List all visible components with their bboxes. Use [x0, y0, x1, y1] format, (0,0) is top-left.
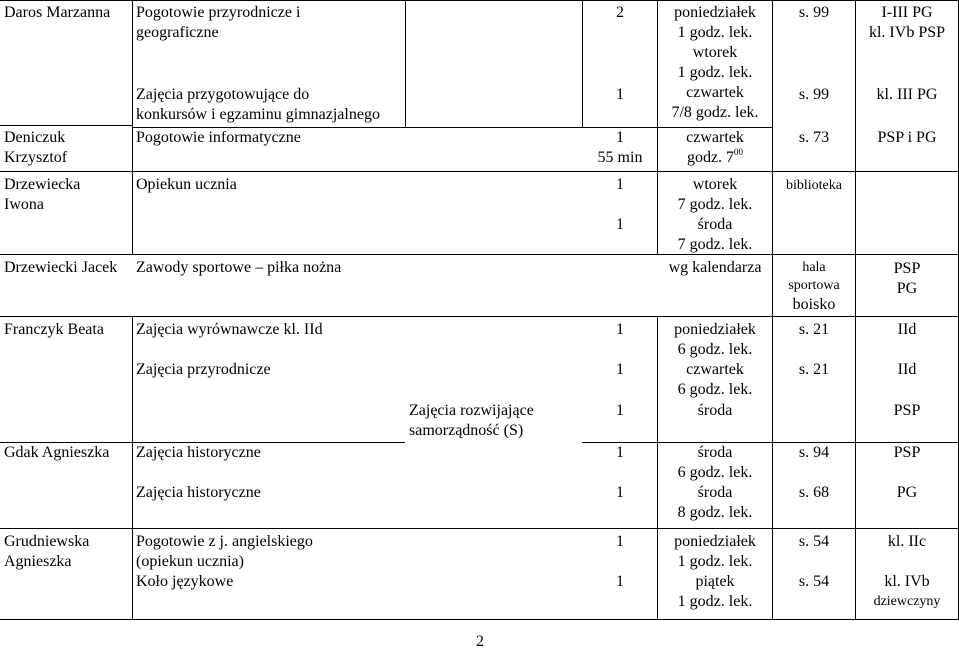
schedule-day: środa: [697, 402, 733, 419]
schedule-day: środa: [697, 484, 733, 501]
room: s. 68: [798, 484, 830, 501]
group: PG: [896, 484, 918, 501]
activity-name: Pogotowie przyrodnicze i: [136, 4, 301, 21]
column-divider: [132, 316, 133, 619]
group: kl. IVb PSP: [868, 24, 946, 41]
room: s. 73: [798, 129, 830, 146]
room: s. 54: [798, 573, 830, 590]
room: s. 99: [798, 86, 830, 103]
teacher-name: Drzewiecki Jacek: [4, 259, 118, 276]
room: s. 94: [798, 444, 830, 461]
teacher-name: Iwona: [4, 196, 44, 213]
teacher-name: Franczyk Beata: [4, 321, 104, 338]
group: PG: [896, 280, 918, 297]
table-border-top: [0, 0, 959, 1]
hours-count: 1: [616, 402, 624, 419]
group: kl. IIc: [887, 533, 927, 550]
schedule-time: 8 godz. lek.: [677, 504, 753, 521]
activity-name: Pogotowie z j. angielskiego: [136, 533, 313, 550]
schedule-time: 1 godz. lek.: [677, 24, 753, 41]
group: PSP: [893, 260, 921, 277]
schedule-time: 6 godz. lek.: [677, 341, 753, 358]
activity-name: geograficzne: [136, 24, 219, 41]
hours-count: 1: [616, 321, 624, 338]
teacher-name: Agnieszka: [4, 553, 72, 570]
column-divider: [405, 0, 406, 127]
activity-name: Koło językowe: [136, 573, 234, 590]
group: PSP: [893, 444, 921, 461]
hours-count: 1: [616, 176, 624, 193]
activity-name: Opiekun ucznia: [136, 176, 237, 193]
activity-name: Zajęcia przygotowujące do: [136, 86, 310, 103]
activity-name: Zajęcia rozwijające: [409, 402, 534, 419]
group: IId: [897, 321, 917, 338]
row-divider: [0, 171, 959, 172]
schedule-day: poniedziałek: [674, 533, 756, 550]
activity-name: Zajęcia przyrodnicze: [136, 361, 271, 378]
column-divider: [132, 0, 133, 254]
group: I-III PG: [881, 4, 933, 21]
hours-count: 1: [616, 216, 624, 233]
room: sportowa: [788, 278, 840, 293]
teacher-name: Deniczuk: [4, 129, 66, 146]
activity-name: Zawody sportowe – piłka nożna: [136, 259, 342, 276]
schedule-time: 6 godz. lek.: [677, 464, 753, 481]
schedule-day: poniedziałek: [674, 4, 756, 21]
hours-count: 2: [616, 4, 624, 21]
schedule-day: czwartek: [686, 129, 744, 146]
teacher-name: Daros Marzanna: [4, 4, 111, 21]
room: s. 21: [798, 361, 830, 378]
hours-count: 1: [616, 86, 624, 103]
teacher-name: Drzewiecka: [4, 176, 81, 193]
schedule-day: czwartek: [686, 84, 744, 101]
group: kl. IVb: [884, 573, 930, 590]
group: IId: [897, 361, 917, 378]
teacher-name: Krzysztof: [4, 149, 68, 166]
group: PSP i PG: [877, 129, 937, 146]
table-border-bottom: [0, 619, 959, 620]
hours-count: 1: [616, 361, 624, 378]
schedule-day: poniedziałek: [674, 321, 756, 338]
activity-name: Zajęcia wyrównawcze kl. IId: [136, 321, 323, 338]
group: dziewczyny: [873, 594, 941, 609]
schedule-time: 7/8 godz. lek.: [671, 104, 759, 121]
schedule-time: 1 godz. lek.: [677, 553, 753, 570]
room: biblioteka: [786, 178, 842, 193]
schedule-day: środa: [697, 444, 733, 461]
hours-count: 1: [616, 129, 624, 146]
room: hala: [802, 260, 826, 275]
row-divider: [0, 125, 132, 126]
row-divider: [0, 254, 959, 255]
activity-name: Zajęcia historyczne: [136, 484, 261, 501]
room: boisko: [792, 296, 836, 313]
schedule-time: 7 godz. lek.: [677, 236, 753, 253]
teacher-name: Gdak Agnieszka: [4, 444, 110, 461]
schedule-time: [658, 148, 772, 168]
group: PSP: [893, 402, 921, 419]
hours-count: 1: [616, 484, 624, 501]
activity-name: samorządność (S): [409, 422, 524, 439]
schedule-day: piątek: [695, 573, 735, 590]
room: s. 54: [798, 533, 830, 550]
page-number: 2: [476, 633, 484, 650]
schedule-time: 7 godz. lek.: [677, 196, 753, 213]
duration: 55 min: [597, 149, 643, 166]
schedule-time: 6 godz. lek.: [677, 381, 753, 398]
schedule-day: wg kalendarza: [668, 259, 762, 276]
activity-name: Zajęcia historyczne: [136, 444, 261, 461]
schedule-time: 1 godz. lek.: [677, 593, 753, 610]
hours-count: 1: [616, 573, 624, 590]
group: kl. III PG: [876, 86, 938, 103]
room: s. 21: [798, 321, 830, 338]
activity-name: Pogotowie informatyczne: [136, 129, 301, 146]
activity-name: konkursów i egzaminu gimnazjalnego: [136, 106, 380, 123]
room: s. 99: [798, 4, 830, 21]
row-divider: [0, 528, 959, 529]
schedule-time: 1 godz. lek.: [677, 64, 753, 81]
hours-count: 1: [616, 533, 624, 550]
row-divider: [0, 316, 959, 317]
teacher-name: Grudniewska: [4, 533, 90, 550]
time-value: godz. 7: [686, 149, 735, 166]
activity-name: (opiekun ucznia): [136, 553, 244, 570]
schedule-day: środa: [697, 216, 733, 233]
time-minutes: 00: [734, 147, 744, 157]
schedule-day: czwartek: [686, 361, 744, 378]
schedule-day: wtorek: [692, 44, 738, 61]
hours-count: 1: [616, 444, 624, 461]
schedule-day: wtorek: [692, 176, 738, 193]
